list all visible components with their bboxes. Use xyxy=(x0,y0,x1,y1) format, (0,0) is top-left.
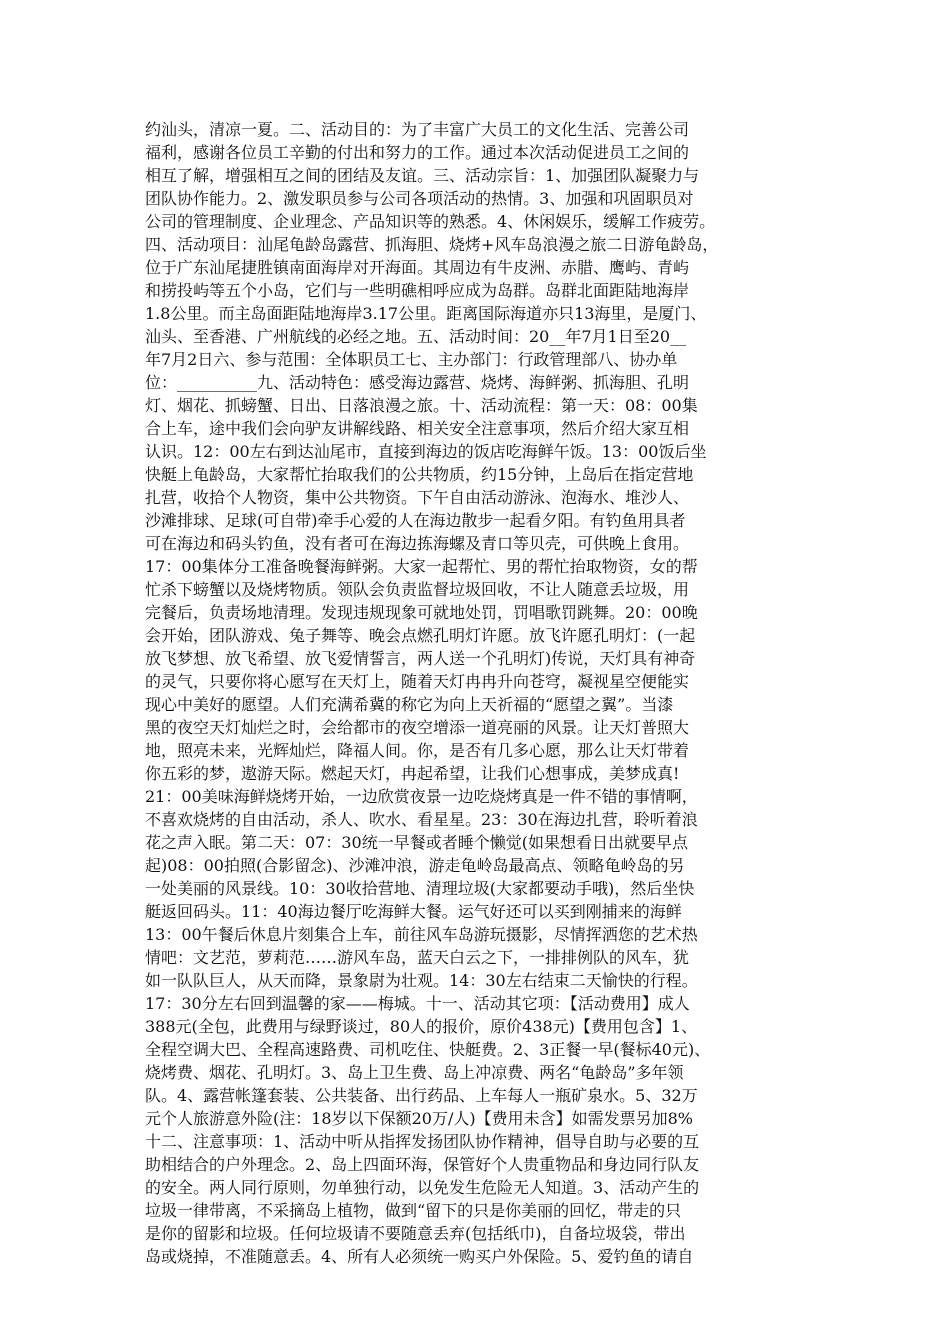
text-line: 起)08：00拍照(合影留念)、沙滩冲浪，游走龟岭岛最高点、领略龟岭岛的另 xyxy=(145,856,685,875)
text-line: 和捞投屿等五个小岛，它们与一些明礁相呼应成为岛群。岛群北面距陆地海岸 xyxy=(145,281,690,300)
text-line: 黑的夜空天灯灿烂之时，会给都市的夜空增添一道亮丽的风景。让天灯普照大 xyxy=(145,718,690,737)
text-line: 垃圾一律带离，不采摘岛上植物，做到“留下的只是你美丽的回忆，带走的只 xyxy=(145,1201,682,1220)
text-line: 岛或烧掉，不准随意丢。4、所有人必须统一购买户外保险。5、爱钓鱼的请自 xyxy=(145,1247,694,1266)
text-line: 是你的留影和垃圾。任何垃圾请不要随意丢弃(包括纸巾)，自备垃圾袋，带出 xyxy=(145,1224,686,1243)
text-line: 位：__________九、活动特色：感受海边露营、烧烤、海鲜粥、抓海胆、孔明 xyxy=(145,373,690,392)
text-line: 位于广东汕尾捷胜镇南面海岸对开海面。其周边有牛皮洲、赤腊、鹰屿、青屿 xyxy=(145,258,690,277)
text-line: 如一队队巨人，从天而降，景象尉为壮观。14：30左右结束二天愉快的行程。 xyxy=(145,971,698,990)
text-line: 完餐后，负责场地清理。发现违规现象可就地处罚，罚唱歌罚跳舞。20：00晚 xyxy=(145,603,698,622)
text-line: 现心中美好的愿望。人们充满希冀的称它为向上天祈福的“愿望之翼”。当漆 xyxy=(145,695,674,714)
text-line: 情吧：文艺范，萝莉范……游风车岛，蓝天白云之下，一排排例队的风车，犹 xyxy=(145,948,690,967)
text-line: 合上车，途中我们会向驴友讲解线路、相关安全注意事项，然后介绍大家互相 xyxy=(145,419,690,438)
text-line: 灯、烟花、抓螃蟹、日出、日落浪漫之旅。十、活动流程：第一天：08：00集 xyxy=(145,396,698,415)
text-line: 地，照亮未来，光辉灿烂，降福人间。你，是否有几多心愿，那么让天灯带着 xyxy=(145,741,690,760)
text-line: 全程空调大巴、全程高速路费、司机吃住、快艇费。2、3正餐一早(餐标40元)、 xyxy=(145,1040,711,1059)
text-line: 的灵气，只要你将心愿写在天灯上，随着天灯冉冉升向苍穹，凝视星空便能实 xyxy=(145,672,690,691)
text-line: 不喜欢烧烤的自由活动，杀人、吹水、看星星。23：30在海边扎营，聆听着浪 xyxy=(145,810,698,829)
text-line: 元个人旅游意外险(注：18岁以下保额20万/人)【费用未含】如需发票另加8% xyxy=(145,1109,693,1128)
text-line: 汕头、至香港、广州航线的必经之地。五、活动时间：20__年7月1日至20__ xyxy=(145,327,687,346)
text-line: 艇返回码头。11：40海边餐厅吃海鲜大餐。运气好还可以买到刚捕来的海鲜 xyxy=(145,902,682,921)
text-line: 约汕头，清凉一夏。二、活动目的：为了丰富广大员工的文化生活、完善公司 xyxy=(145,120,690,139)
text-line: 放飞梦想、放飞希望、放飞爱情誓言，两人送一个孔明灯)传说，天灯具有神奇 xyxy=(145,649,696,668)
text-line: 认识。12：00左右到达汕尾市，直接到海边的饭店吃海鲜午饭。13：00饭后坐 xyxy=(145,442,707,461)
text-line: 13：00午餐后休息片刻集合上车，前往风车岛游玩摄影，尽情挥洒您的艺术热 xyxy=(145,925,698,944)
text-line: 17：00集体分工准备晚餐海鲜粥。大家一起帮忙、男的帮忙抬取物资，女的帮 xyxy=(145,557,698,576)
text-line: 21：00美味海鲜烧烤开始，一边欣赏夜景一边吃烧烤真是一件不错的事情啊， xyxy=(145,787,698,806)
text-line: 花之声入眠。第二天：07：30统一早餐或者睡个懒觉(如果想看日出就要早点 xyxy=(145,833,688,852)
text-line: 1.8公里。而主岛面距陆地海岸3.17公里。距离国际海道亦只13海里，是厦门、 xyxy=(145,304,707,323)
text-line: 忙杀下螃蟹以及烧烤物质。领队会负责监督垃圾回收，不让人随意丢垃圾，用 xyxy=(145,580,690,599)
text-line: 一处美丽的风景线。10：30收拾营地、清理垃圾(大家都要动手哦)，然后坐快 xyxy=(145,879,695,898)
text-line: 年7月2日六、参与范围：全体职员工七、主办部门：行政管理部八、协办单 xyxy=(145,350,678,369)
text-line: 388元(全包，此费用与绿野谈过，80人的报价，原价438元)【费用包含】1、 xyxy=(145,1017,698,1036)
text-line: 的安全。两人同行原则，勿单独行动，以免发生危险无人知道。3、活动产生的 xyxy=(145,1178,700,1197)
text-line: 沙滩排球、足球(可自带)牵手心爱的人在海边散步一起看夕阳。有钓鱼用具者 xyxy=(145,511,686,530)
text-line: 烧烤费、烟花、孔明灯。3、岛上卫生费、岛上冲凉费、两名“龟龄岛”多年领 xyxy=(145,1063,684,1082)
text-line: 十二、注意事项：1、活动中听从指挥发扬团队协作精神，倡导自助与必要的互 xyxy=(145,1132,700,1151)
text-line: 扎营，收拾个人物资，集中公共物资。下午自由活动游泳、泡海水、堆沙人、 xyxy=(145,488,690,507)
text-line: 福利，感谢各位员工辛勤的付出和努力的工作。通过本次活动促进员工之间的 xyxy=(145,143,690,162)
text-line: 公司的管理制度、企业理念、产品知识等的熟悉。4、休闲娱乐，缓解工作疲劳。 xyxy=(145,212,716,231)
text-line: 助相结合的户外理念。2、岛上四面环海，保管好个人贵重物品和身边同行队友 xyxy=(145,1155,700,1174)
text-line: 可在海边和码头钓鱼，没有者可在海边拣海螺及青口等贝壳，可供晚上食用。 xyxy=(145,534,690,553)
text-line: 快艇上龟龄岛，大家帮忙抬取我们的公共物质，约15分钟，上岛后在指定营地 xyxy=(145,465,694,484)
text-line: 你五彩的梦，遨游天际。燃起天灯，冉起希望，让我们心想事成，美梦成真! xyxy=(145,764,680,783)
text-line: 17：30分左右回到温馨的家——梅城。十一、活动其它项：【活动费用】成人 xyxy=(145,994,690,1013)
text-line: 团队协作能力。2、激发职员参与公司各项活动的热情。3、加强和巩固职员对 xyxy=(145,189,694,208)
document-page xyxy=(145,118,810,1268)
text-line: 四、活动项目：汕尾龟龄岛露营、抓海胆、烧烤+风车岛浪漫之旅二日游龟龄岛， xyxy=(145,235,719,254)
text-line: 队。4、露营帐篷套装、公共装备、出行药品、上车每人一瓶矿泉水。5、32万 xyxy=(145,1086,698,1105)
text-line: 会开始，团队游戏、兔子舞等、晚会点燃孔明灯许愿。放飞许愿孔明灯：(一起 xyxy=(145,626,696,645)
text-line: 相互了解，增强相互之间的团结及友谊。三、活动宗旨：1、加强团队凝聚力与 xyxy=(145,166,700,185)
